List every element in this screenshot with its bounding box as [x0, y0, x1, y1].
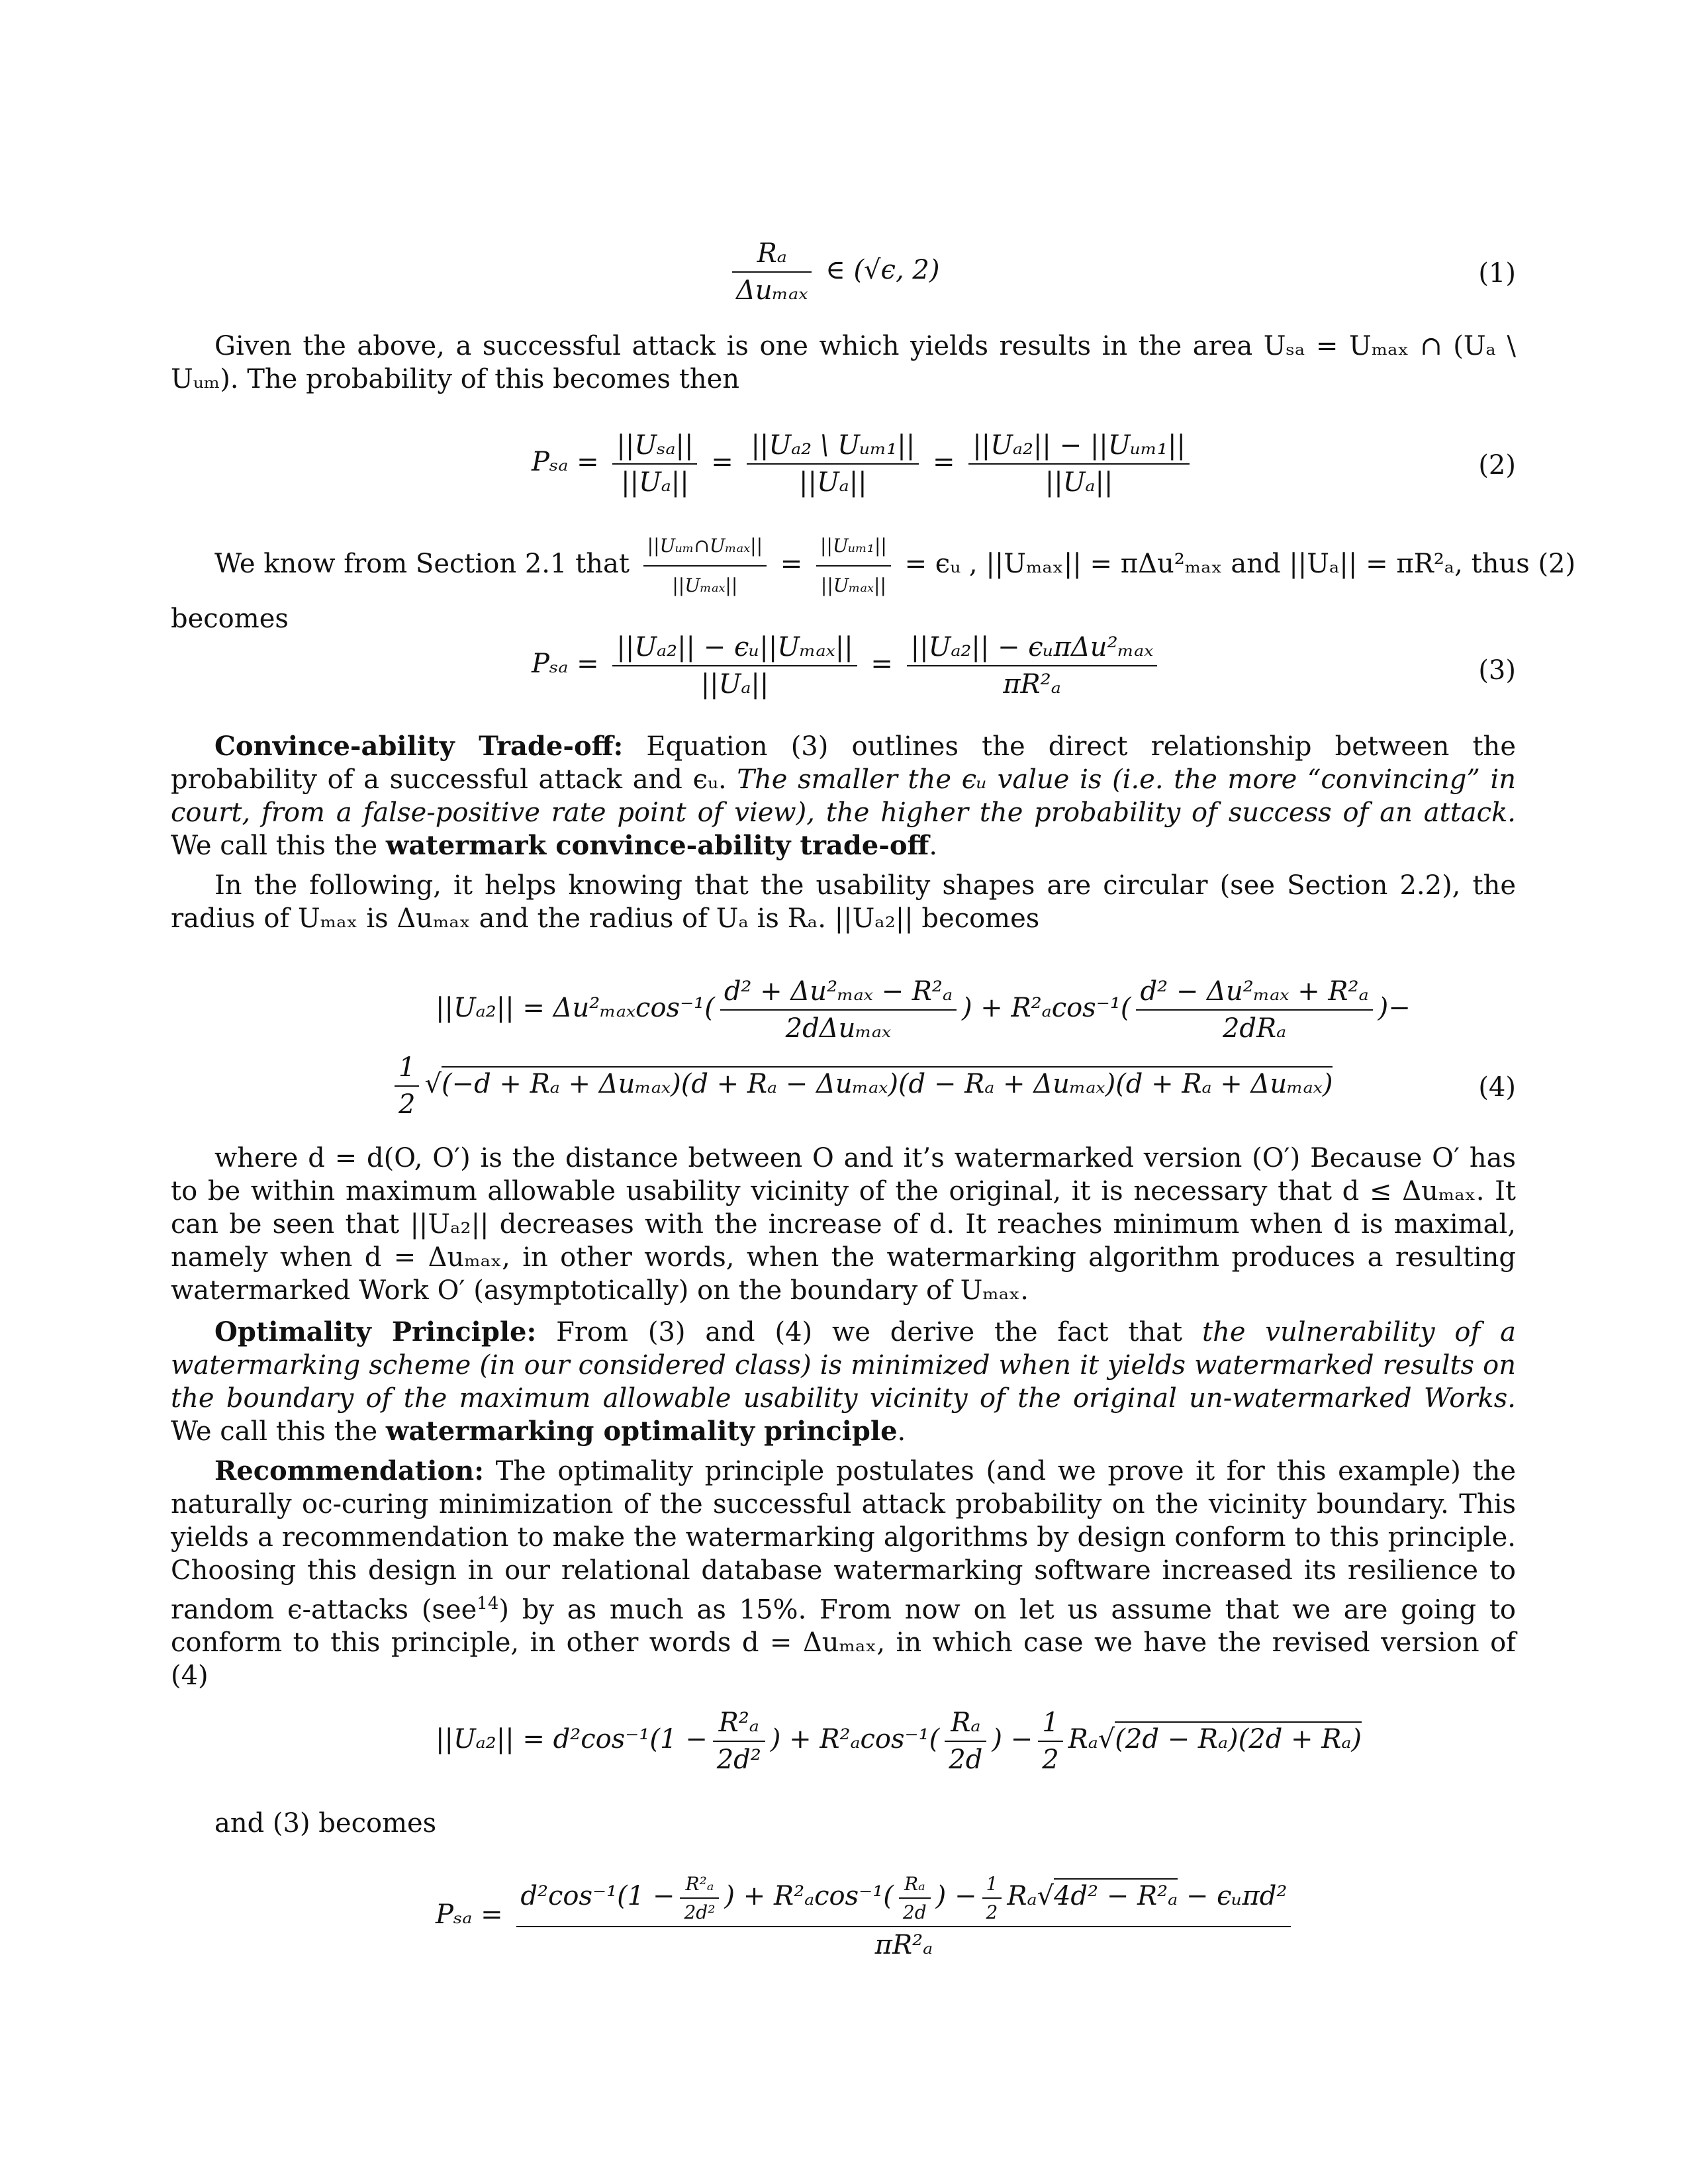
- p6-text-b: We call this the: [171, 1416, 378, 1447]
- p7-citation: 14: [477, 1594, 499, 1614]
- paragraph-4: In the following, it helps knowing that the usability shapes are circular (see Section 2.2), the radius of Uₘₐₓ is Δuₘₐₓ and the radius of Uₐ is Rₐ. ||Uₐ₂|| becomes: [171, 870, 1516, 934]
- eq2-f1-den: ||Uₐ||: [621, 467, 689, 498]
- p2-f1-num: ||Uᵤₘ∩Uₘₐₓ||: [643, 529, 767, 567]
- eq5-part-c: ) −: [992, 1724, 1033, 1754]
- eq2-f2-num: ||Uₐ₂ \ Uᵤₘ₁||: [747, 430, 919, 465]
- eq5-half-num: 1: [1038, 1707, 1062, 1742]
- eq4-half-den: 2: [399, 1089, 416, 1120]
- eq4-f2-den: 2dRₐ: [1222, 1013, 1287, 1044]
- equation-final: [171, 1873, 1516, 1972]
- eq6-nf2-num: Rₐ: [899, 1873, 931, 1899]
- eq2-f3-num: ||Uₐ₂|| − ||Uᵤₘ₁||: [968, 430, 1190, 465]
- eq5-f2-den: 2d: [949, 1745, 983, 1775]
- eq6-num-a: d²cos⁻¹(1 −: [520, 1881, 675, 1911]
- equation-2: Pₛₐ = $\frac{\text{||Uₛₐ||}}{\text{||Uₐ||}}$ = $\frac{\text{||Uₐ₂ \textbackslash{} Uᵤₘ₁||}}{\text{||Uₐ||}}$ = $\frac{\text{||Uₐ₂|| − ||Uᵤₘ₁||}}{\text{||Uₐ||}}$ (2): [532, 430, 1516, 498]
- eq5-f2-num: Rₐ: [945, 1707, 986, 1742]
- eq1-numerator: Rₐ: [732, 238, 812, 273]
- eq6-num-sqrt: 4d² − R²ₐ: [1054, 1878, 1178, 1911]
- eq1-label: (1): [1478, 258, 1516, 289]
- p2-text-a: We know from Section 2.1 that: [214, 549, 630, 579]
- eq4-part-b: ) + R²ₐcos⁻¹(: [961, 993, 1131, 1023]
- p2-text-c: becomes: [171, 604, 289, 634]
- eq6-num-b: ) + R²ₐcos⁻¹(: [724, 1881, 894, 1911]
- eq3-f1-num: ||Uₐ₂|| − ϵᵤ||Uₘₐₓ||: [612, 632, 857, 666]
- eq4-f1-den: 2dΔuₘₐₓ: [785, 1013, 892, 1044]
- eq3-f1-den: ||Uₐ||: [700, 669, 769, 700]
- eq6-num-d: Rₐ: [1007, 1881, 1037, 1911]
- eq2-label: (2): [1478, 450, 1516, 480]
- equation-3: Pₛₐ = $\frac{\text{||Uₐ₂|| − ϵᵤ||Uₘₐₓ||}}{\text{||Uₐ||}}$ = $\frac{\text{||Uₐ₂|| − ϵᵤπΔu²ₘₐₓ}}{\text{πR²ₐ}}$ (3): [532, 632, 1516, 700]
- eq3-label: (3): [1478, 655, 1516, 686]
- p7-text-b: ) by as much as 15%. From now on let us assume that we are going to conform to this principle, in other words d = Δuₘₐₓ, in which case we have the revised version of (4): [171, 1594, 1516, 1692]
- eq6-nf1-den: 2d²: [684, 1901, 716, 1923]
- eq4-line2: $\frac{1}{2}$ √(−d + Rₐ + Δuₘₐₓ)(d + Rₐ − Δuₘₐₓ)(d − Rₐ + Δuₘₐₓ)(d + Rₐ + Δuₘₐₓ): [389, 1052, 1333, 1120]
- eq6-num-e: − ϵᵤπd²: [1186, 1881, 1288, 1911]
- paragraph-recommendation: [171, 1455, 1516, 1692]
- eq2-f1-num: ||Uₛₐ||: [612, 430, 697, 465]
- p6-italic: the vulnerability of a watermarking scheme (in our considered class) is minimized when it yields watermarked results on the boundary of the maximum allowable usability vicinity of the original un-watermarked Works.: [171, 1317, 1517, 1414]
- p6-end: .: [897, 1416, 906, 1447]
- eq3-f2-den: πR²ₐ: [1003, 669, 1061, 700]
- eq6-num-c: ) −: [935, 1881, 977, 1911]
- eq6-lhs: Pₛₐ =: [436, 1899, 503, 1930]
- p6-text-a: From (3) and (4) we derive the fact that: [556, 1317, 1183, 1347]
- eq5-part-a: ||Uₐ₂|| = d²cos⁻¹(1 −: [436, 1724, 708, 1754]
- p3-text-a: Equation (3) outlines the direct relationship between the probability of a successful attack and ϵᵤ.: [171, 731, 1516, 795]
- p2-text-b: = ϵᵤ , ||Uₘₐₓ|| = πΔu²ₘₐₓ and ||Uₐ|| = πR²ₐ, thus (2): [904, 549, 1576, 579]
- equation-revised: ||Uₐ₂|| = d²cos⁻¹(1 − $\frac{\text{R²ₐ}}{\text{2d²}}$ ) + R²ₐcos⁻¹( $\frac{\text{Rₐ}}{2d}$ ) − $\frac{1}{2}$ Rₐ√(2d − Rₐ)(2d + Rₐ): [436, 1707, 1362, 1775]
- p3-heading: Convince-ability Trade-off:: [214, 731, 624, 762]
- eq2-lhs: Pₛₐ =: [532, 447, 599, 477]
- eq5-part-d: Rₐ: [1068, 1724, 1098, 1754]
- eq5-sqrt: (2d − Rₐ)(2d + Rₐ): [1115, 1721, 1362, 1754]
- p6-bold-term: watermarking optimality principle: [385, 1416, 898, 1447]
- eq4-part-c: )−: [1378, 993, 1411, 1023]
- eq6-nh-num: 1: [982, 1873, 1002, 1899]
- eq1-denominator: Δuₘₐₓ: [736, 275, 808, 306]
- p2-f1-den: ||Uₘₐₓ||: [672, 574, 738, 596]
- eq6-nf2-den: 2d: [902, 1901, 927, 1923]
- eq4-f1-num: d² + Δu²ₘₐₓ − R²ₐ: [720, 976, 957, 1011]
- equation-1: [171, 238, 1516, 318]
- eq3-f2-num: ||Uₐ₂|| − ϵᵤπΔu²ₘₐₓ: [907, 632, 1158, 666]
- paragraph-1: Given the above, a successful attack is one which yields results in the area Uₛₐ = Uₘₐₓ ∩ (Uₐ \ Uᵤₘ). The probability of this becomes then: [171, 331, 1516, 394]
- eq4-sqrt: (−d + Rₐ + Δuₘₐₓ)(d + Rₐ − Δuₘₐₓ)(d − Rₐ + Δuₘₐₓ)(d + Rₐ + Δuₘₐₓ): [442, 1066, 1333, 1099]
- eq5-f1-den: 2d²: [716, 1745, 761, 1775]
- p3-bold-term: watermark convince-ability trade-off: [385, 830, 929, 861]
- eq4-half-num: 1: [395, 1052, 419, 1087]
- eq1-rhs: ∈ (√ϵ, 2): [825, 255, 940, 285]
- eq6-nh-den: 2: [986, 1901, 998, 1923]
- eq5-part-b: ) + R²ₐcos⁻¹(: [770, 1724, 940, 1754]
- paragraph-2: We know from Section 2.1 that $\frac{\text{||Uᵤₘ∩Uₘₐₓ||}}{\text{||Uₘₐₓ||}}$ = $\frac{\text{||Uᵤₘ₁||}}{\text{||Uₘₐₓ||}}$ = ϵᵤ , ||Uₘₐₓ|| = πΔu²ₘₐₓ and ||Uₐ|| = πR²ₐ, thus (2) becomes: [171, 529, 1516, 635]
- eq5-f1-num: R²ₐ: [713, 1707, 765, 1742]
- eq3-lhs: Pₛₐ =: [532, 649, 599, 679]
- p3-text-b: We call this the: [171, 831, 378, 861]
- p3-italic: The smaller the ϵᵤ value is (i.e. the more “convincing” in court, from a false-positive rate point of view), the higher the probability of success of an attack.: [171, 764, 1517, 828]
- paragraph-convinceability: [171, 730, 1516, 862]
- p6-heading: Optimality Principle:: [214, 1316, 537, 1347]
- eq2-f3-den: ||Uₐ||: [1045, 467, 1113, 498]
- eq4-label: (4): [1478, 1072, 1516, 1103]
- eq6-denominator: πR²ₐ: [874, 1930, 933, 1960]
- equation-4: [171, 976, 1516, 1128]
- eq2-f2-den: ||Uₐ||: [799, 467, 867, 498]
- eq4-f2-num: d² − Δu²ₘₐₓ + R²ₐ: [1136, 976, 1372, 1011]
- p2-f2-num: ||Uᵤₘ₁||: [816, 529, 891, 567]
- paragraph-8: and (3) becomes: [214, 1808, 437, 1839]
- eq5-half-den: 2: [1042, 1745, 1059, 1775]
- paragraph-5: where d = d(O, O′) is the distance between O and it’s watermarked version (O′) Because O′ has to be within maximum allowable usability vicinity of the original, it is necessary that d ≤ Δuₘₐₓ. It can be seen that ||Uₐ₂|| decreases with the increase of d. It reaches minimum when d is maximal, namely when d = Δuₘₐₓ, in other words, when the watermarking algorithm produces a resulting watermarked Work O′ (asymptotically) on the boundary of Uₘₐₓ.: [171, 1143, 1516, 1306]
- p7-text-a: The optimality principle postulates (and we prove it for this example) the naturally oc-curing minimization of the successful attack probability on the vicinity boundary. This yields a recommendation to make the watermarking algorithms by design conform to this principle. Choosing this design in our relational database watermarking software increased its resilience to random ϵ-attacks (see: [171, 1456, 1517, 1625]
- eq6-numerator: d²cos⁻¹(1 − $\frac{\text{R²ₐ}}{\text{2d²}}$ ) + R²ₐcos⁻¹( $\frac{\text{Rₐ}}{2d}$ ) − $\frac{1}{2}$ Rₐ√4d² − R²ₐ − ϵᵤπd²: [516, 1873, 1291, 1927]
- p2-f2-den: ||Uₘₐₓ||: [820, 574, 886, 596]
- eq4-line1: [436, 976, 1411, 1044]
- p7-heading: Recommendation:: [214, 1455, 484, 1486]
- paragraph-optimality: [171, 1316, 1516, 1448]
- eq4-part-a: ||Uₐ₂|| = Δu²ₘₐₓcos⁻¹(: [436, 993, 715, 1023]
- p3-end: .: [929, 831, 938, 861]
- eq6-nf1-num: R²ₐ: [680, 1873, 719, 1899]
